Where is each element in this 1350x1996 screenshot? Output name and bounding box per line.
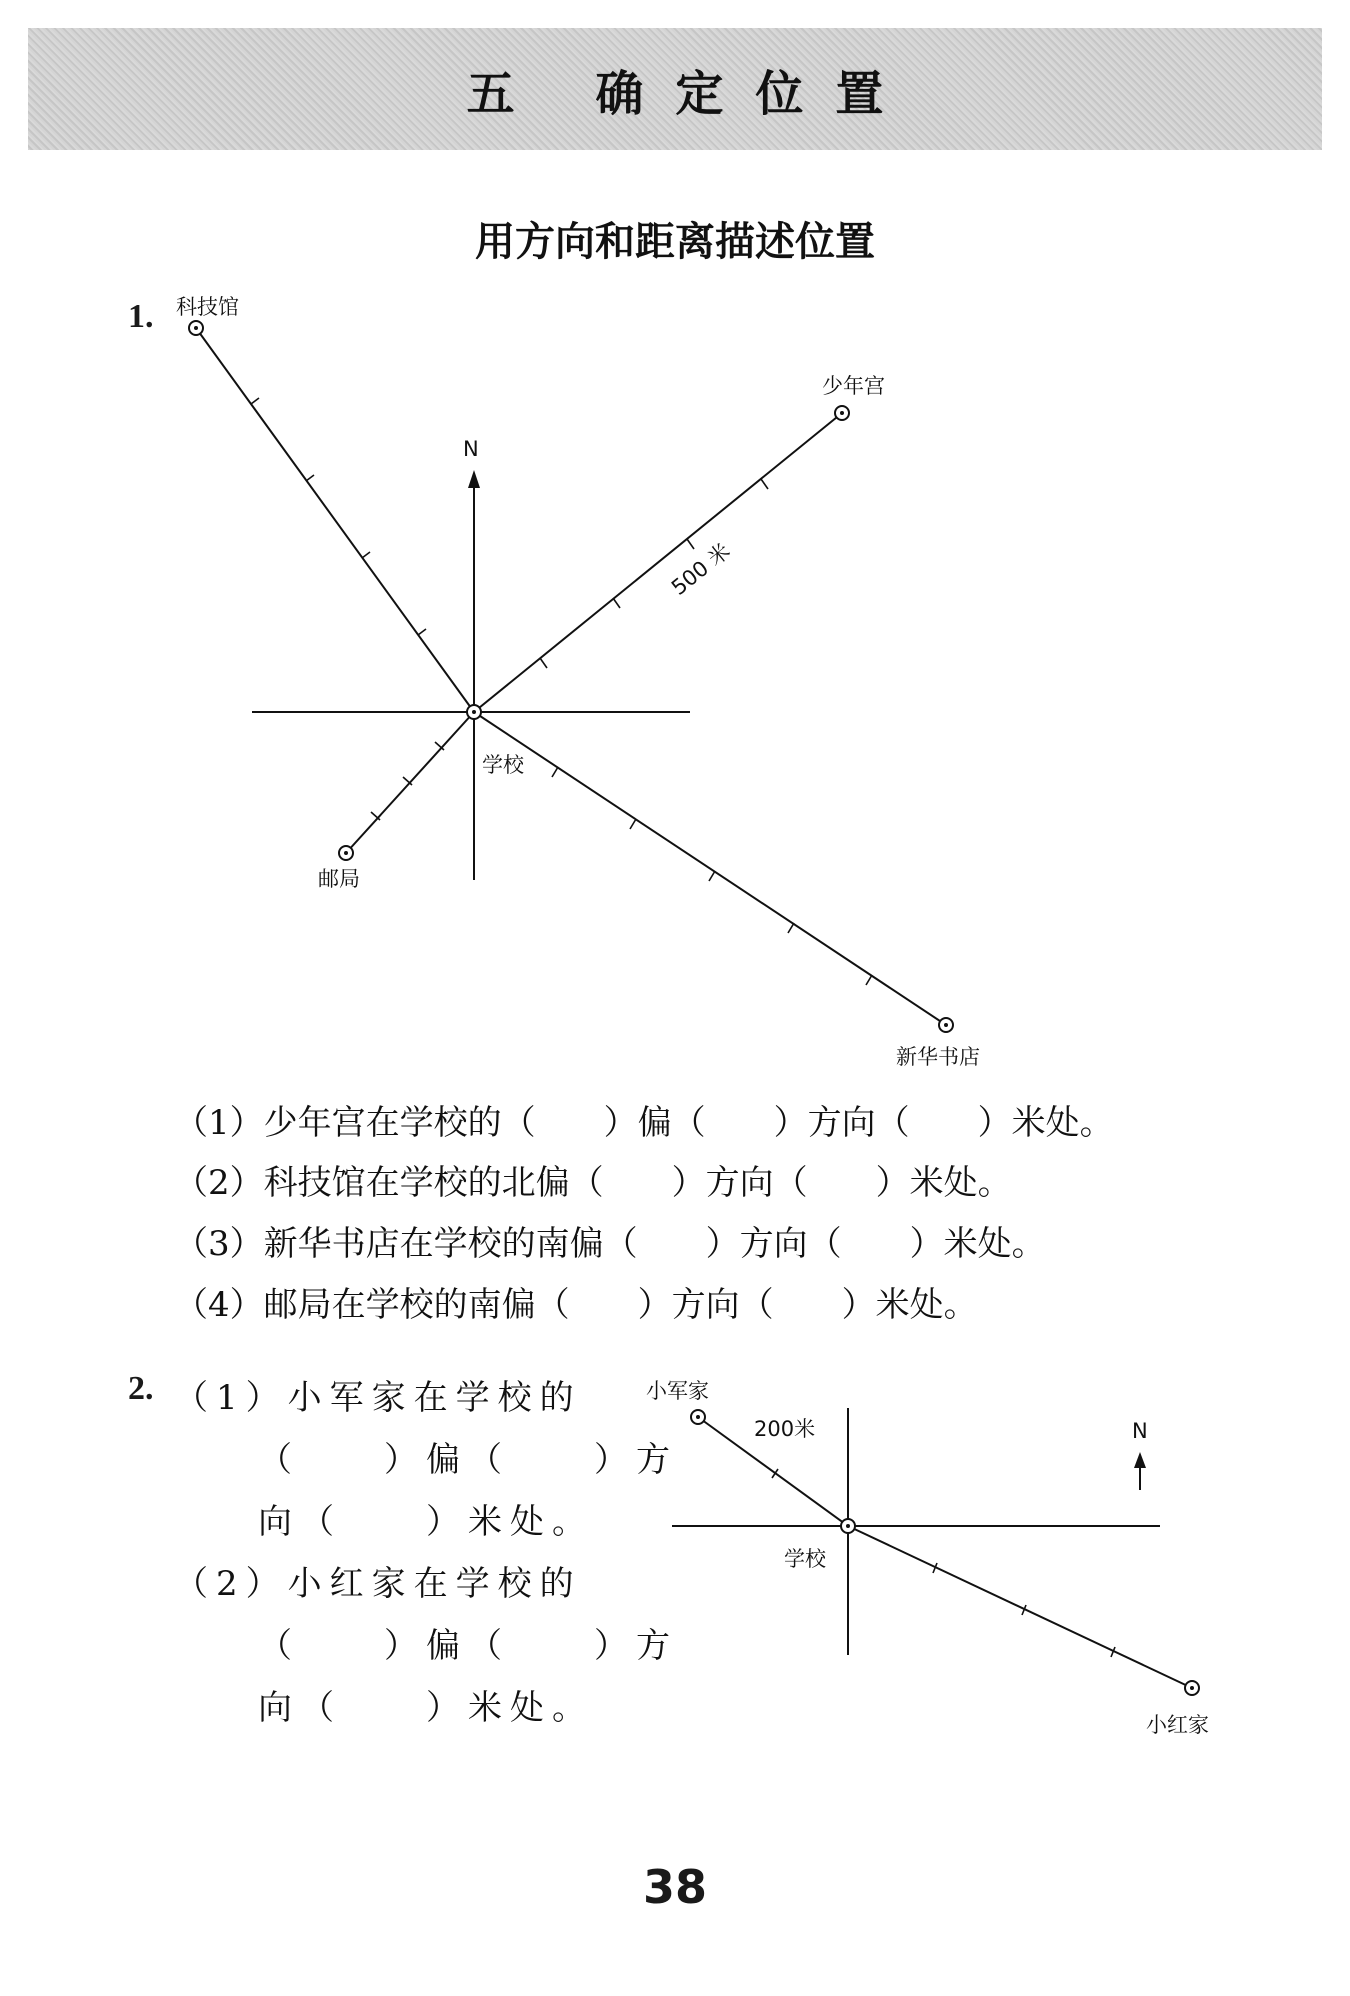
q2-line-6: 向（ ）米处。 (258, 1688, 594, 1728)
north-label-2: N (1132, 1419, 1148, 1443)
section-title: 用方向和距离描述位置 (475, 219, 875, 265)
diagram-2 (672, 1408, 1199, 1695)
label-school-1: 学校 (482, 753, 524, 777)
label-xinhua: 新华书店 (896, 1045, 980, 1069)
label-shaoniangong: 少年宫 (822, 374, 885, 398)
label-youju: 邮局 (318, 867, 360, 891)
q1-line-1: （1）少年宫在学校的（ ）偏（ ）方向（ ）米处。 (174, 1103, 1114, 1143)
label-kejiguan: 科技馆 (176, 295, 239, 319)
label-xiaohong: 小红家 (1146, 1713, 1209, 1737)
question-2-number: 2. (128, 1370, 154, 1407)
q2-line-4: （2）小红家在学校的 (174, 1564, 582, 1604)
ray-kejiguan (196, 328, 474, 712)
north-arrow-icon (468, 470, 480, 488)
ray-xinhua (474, 712, 946, 1025)
ticks-shaoniangong (540, 479, 768, 668)
page-number: 38 (642, 1860, 707, 1914)
q2-line-5: （ ）偏（ ）方 (258, 1626, 678, 1666)
q1-line-2: （2）科技馆在学校的北偏（ ）方向（ ）米处。 (174, 1163, 1012, 1203)
q1-line-4: （4）邮局在学校的南偏（ ）方向（ ）米处。 (174, 1285, 978, 1325)
label-xiaojun: 小军家 (646, 1379, 709, 1403)
ticks-youju (371, 742, 444, 820)
label-scale-500: 500 米 (666, 538, 735, 600)
north-label-1: N (463, 437, 479, 461)
ticks-xinhua (552, 767, 872, 985)
ray-xiaohong (848, 1526, 1192, 1688)
north-arrow-icon-2 (1134, 1452, 1146, 1468)
q2-line-1: （1）小军家在学校的 (174, 1378, 582, 1418)
q1-line-3: （3）新华书店在学校的南偏（ ）方向（ ）米处。 (174, 1224, 1046, 1264)
q2-line-2: （ ）偏（ ）方 (258, 1440, 678, 1480)
ticks-kejiguan (251, 398, 426, 635)
question-1-number: 1. (128, 298, 154, 335)
q2-line-3: 向（ ）米处。 (258, 1502, 594, 1542)
label-school-2: 学校 (784, 1547, 826, 1571)
ray-shaoniangong (474, 413, 842, 712)
diagram-1 (189, 321, 953, 1032)
ticks-xiaohong (933, 1563, 1115, 1657)
markers-1 (189, 321, 953, 1032)
chapter-title: 五 确定位置 (466, 65, 916, 122)
label-scale-200: 200米 (754, 1417, 816, 1441)
